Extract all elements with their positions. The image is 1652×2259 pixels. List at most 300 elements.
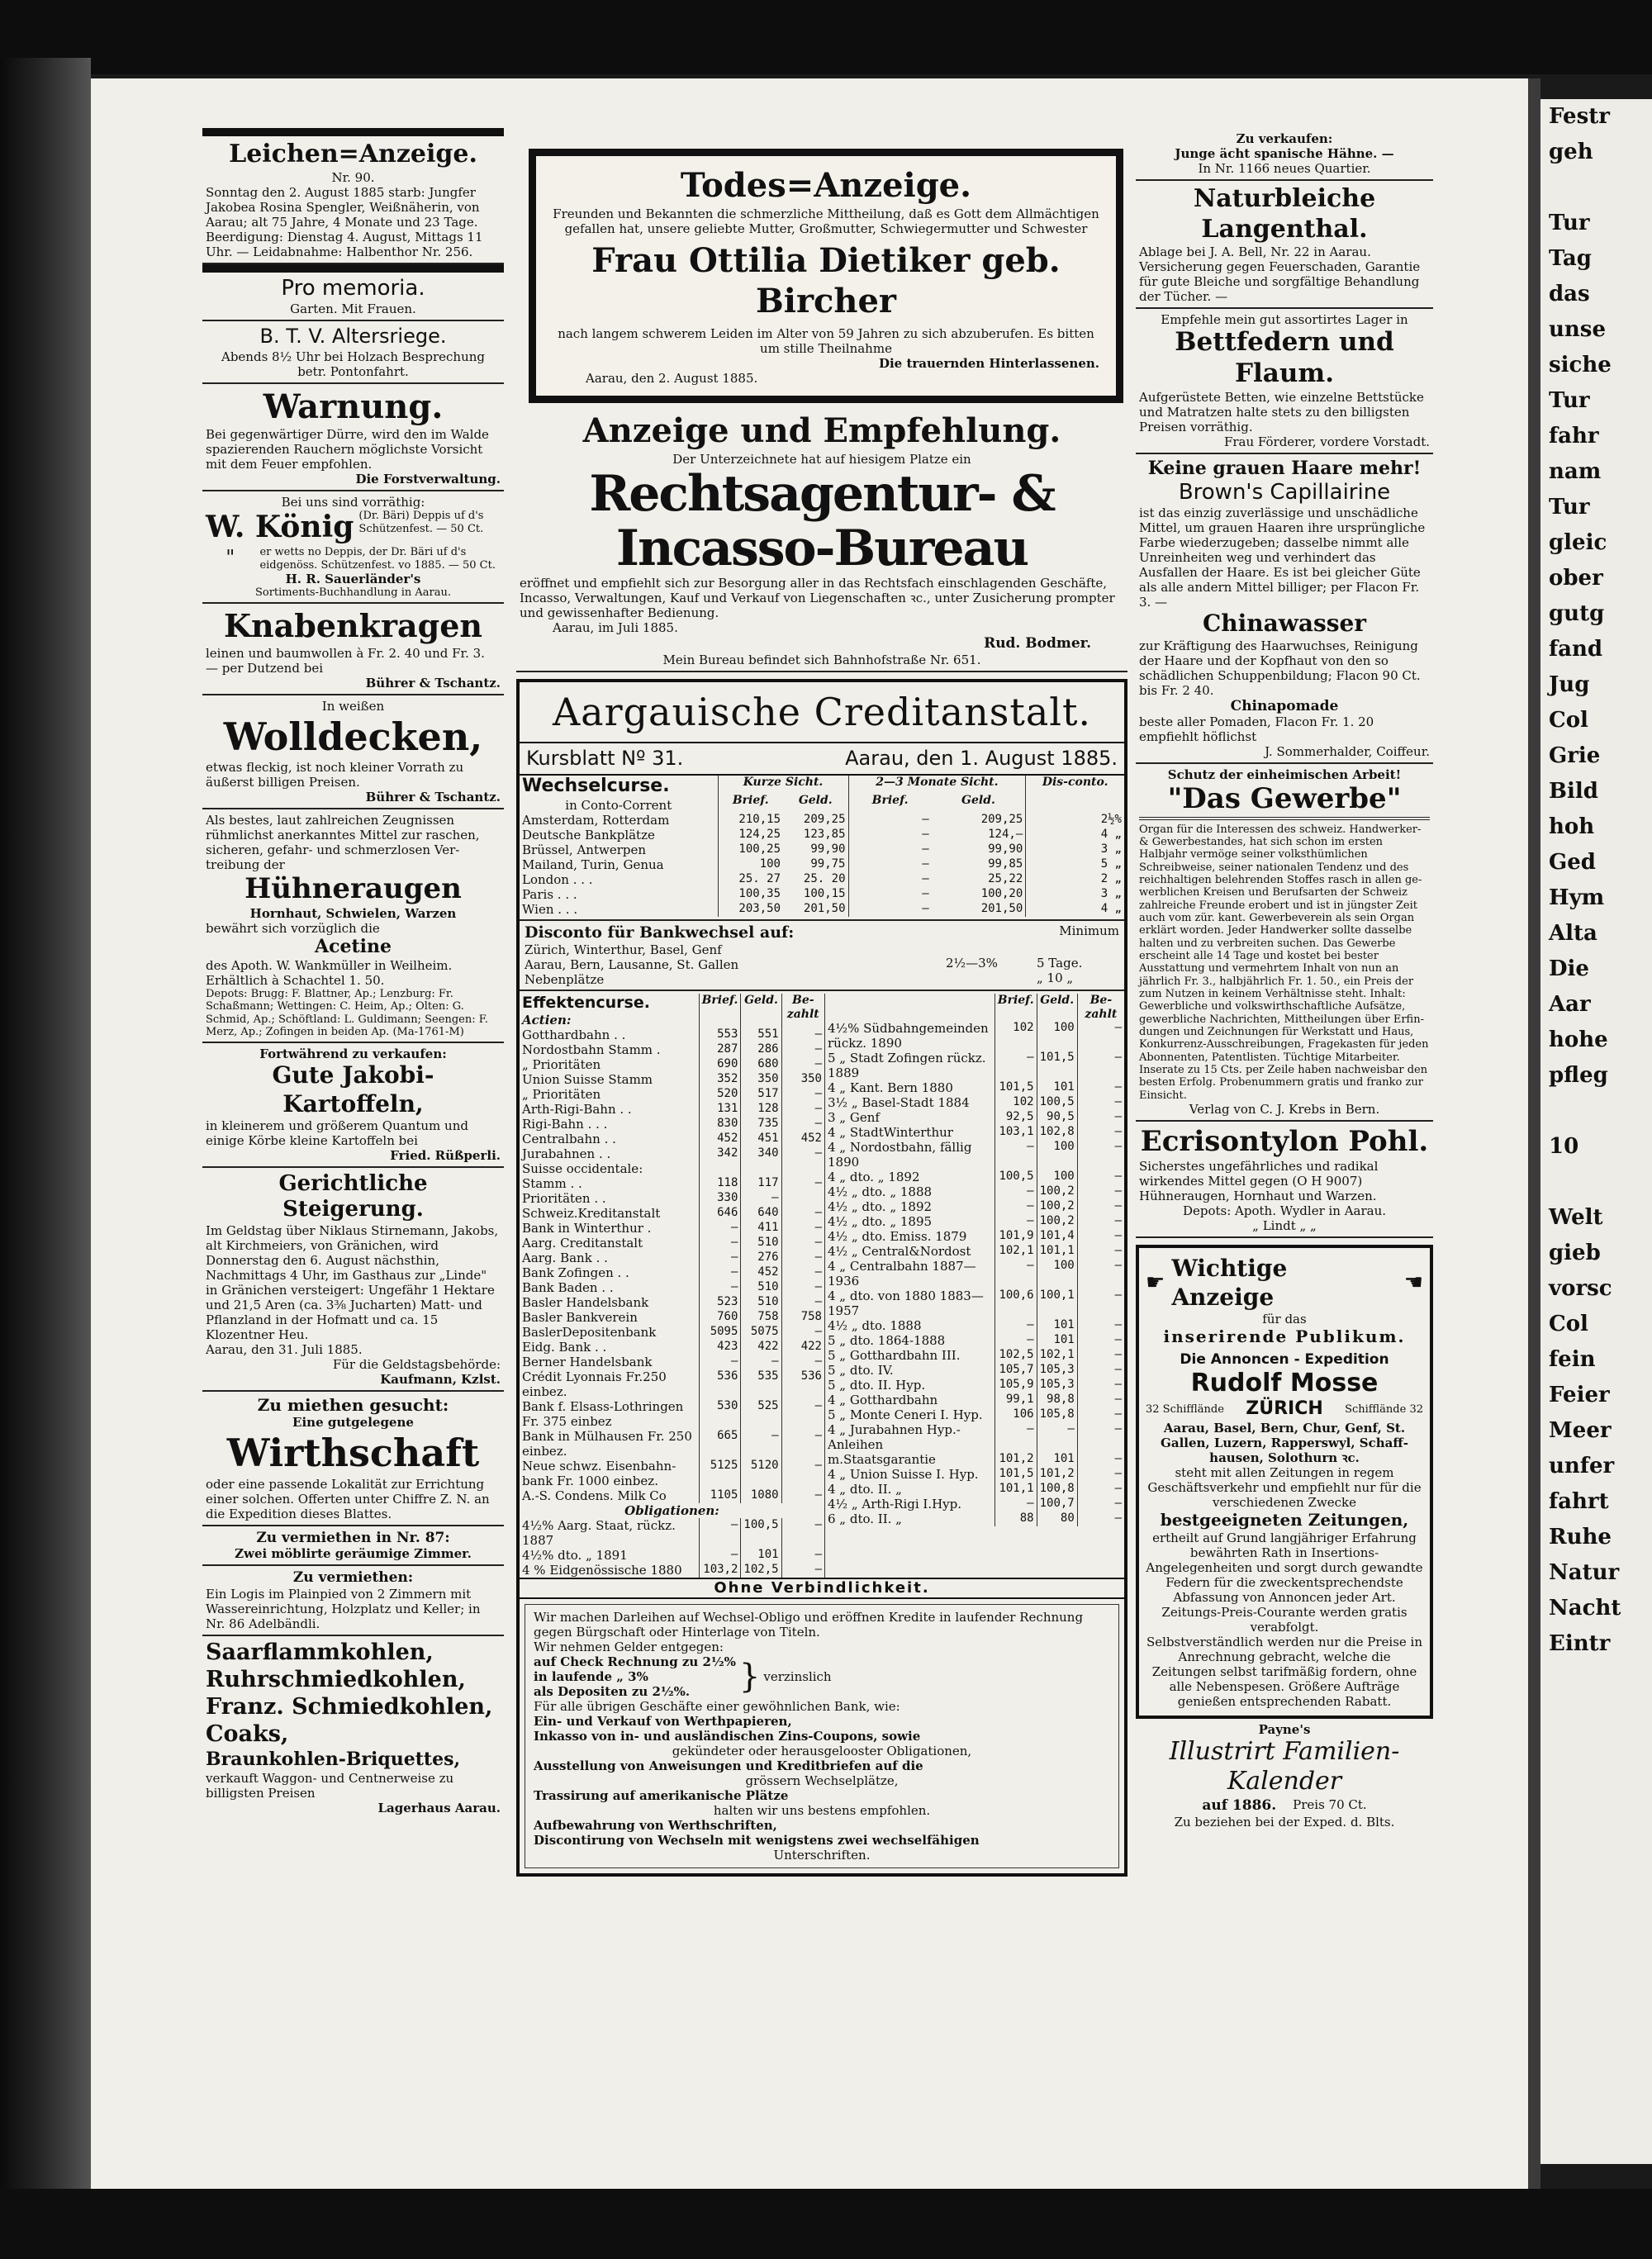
effekt-name: 4 „ Union Suisse I. Hyp.	[828, 1467, 979, 1483]
koenig-name: W. König	[206, 510, 354, 545]
mosse-bold: bestgeeigneten Zeitungen,	[1160, 1510, 1409, 1531]
effekt-brief: 100,6	[995, 1288, 1037, 1318]
effekt-geld: 80	[1037, 1512, 1077, 1526]
effekt-bezahlt: —	[1077, 1184, 1124, 1199]
effekt-bezahlt: —	[1077, 1199, 1124, 1214]
table-row	[520, 1161, 824, 1176]
table-row	[825, 1482, 1124, 1497]
wechsel-table	[520, 776, 1124, 916]
next-page-text: das	[1549, 282, 1590, 306]
effekt-brief: 646	[699, 1206, 741, 1221]
table-row	[520, 1369, 824, 1399]
rule	[202, 128, 504, 136]
table-row	[520, 1429, 824, 1459]
effekt-name: Neue schwz. Eisenbahnbank Fr. 1000 einbez.	[522, 1458, 676, 1488]
wechsel-disconto: 2 „	[1026, 872, 1124, 887]
haare-title: Keine grauen Haare mehr!	[1147, 457, 1422, 479]
effekt-geld: 101	[1037, 1318, 1077, 1333]
next-page-text: fahrt	[1549, 1489, 1609, 1514]
disconto-title: Disconto für Bankwechsel auf:	[525, 923, 795, 942]
wolldecken-pre: In weißen	[321, 698, 385, 714]
effekt-brief: 330	[699, 1191, 741, 1206]
huehner-sub2: bewährt sich vorzüglich die	[206, 921, 380, 937]
effekt-name: BaslerDepositenbank	[522, 1324, 657, 1340]
effekt-geld: 451	[741, 1132, 781, 1146]
wechsel-monate-geld: 100,20	[980, 886, 1023, 900]
effekt-name: 4½ „ Central&Nordost	[828, 1244, 971, 1260]
effekt-bezahlt: —	[781, 1518, 824, 1548]
wirthschaft-text: oder eine passende Lokalität zur Errichtung einer solchen. Offerten unter Chiffre Z. N. an die Expedition dieses Blattes.	[206, 1476, 490, 1521]
effekten-title: Effektencurse.	[522, 993, 650, 1012]
warnung-sign: Die Forstverwaltung.	[355, 472, 501, 487]
table-row	[520, 1295, 824, 1310]
effekt-geld: 102,1	[1037, 1348, 1077, 1363]
wechsel-disconto: 5 „	[1026, 857, 1124, 872]
effekt-bezahlt: —	[1077, 1244, 1124, 1259]
effekt-name: „ Prioritäten	[522, 1086, 601, 1102]
effekt-geld: 100,7	[1037, 1497, 1077, 1512]
effekt-bezahlt: —	[1077, 1363, 1124, 1378]
effekt-brief: 105,7	[995, 1363, 1037, 1378]
effekt-bezahlt: —	[1077, 1393, 1124, 1407]
wechsel-disconto: 3 „	[1026, 887, 1124, 902]
bettfedern-sign: Frau Förderer, vordere Vorstadt.	[1223, 434, 1430, 449]
effekt-geld: 101	[1037, 1452, 1077, 1467]
effekt-name: 4½ „ dto. „ 1895	[828, 1214, 933, 1230]
memoria-sub: Garten. Mit Frauen.	[290, 301, 416, 317]
effekt-brief: 101,1	[995, 1482, 1037, 1497]
next-page-text: nam	[1549, 459, 1602, 484]
ad-langenthal	[1136, 181, 1433, 309]
effekt-brief: —	[699, 1548, 741, 1563]
effekt-brief: 103,2	[699, 1563, 741, 1578]
wechsel-monate-geld: 201,50	[980, 901, 1023, 915]
bureau-date: Aarau, im Juli 1885.	[553, 620, 678, 636]
wechsel-place: Deutsche Bankplätze	[522, 827, 655, 842]
table-row	[520, 1488, 824, 1503]
effekt-brief: 101,2	[995, 1452, 1037, 1467]
wechsel-disconto: 4 „	[1026, 902, 1124, 917]
next-page-text: Grie	[1549, 743, 1601, 768]
effekt-name: 4½% Südbahngemeinden rückz. 1890	[828, 1021, 989, 1051]
effekt-name: Bank in Mülhausen Fr. 250 einbez.	[522, 1428, 692, 1459]
koenig-line1: (Dr. Bäri) Deppis uf d's Schützenfest. — 50 Ct.	[358, 510, 484, 535]
next-page-text: Nacht	[1549, 1596, 1621, 1621]
effekt-bezahlt: —	[1077, 1021, 1124, 1051]
ad-warnung	[202, 384, 504, 492]
effekt-geld: 758	[741, 1310, 781, 1325]
ad-zimmer	[202, 1526, 504, 1567]
kohlen-l4: Coaks,	[206, 1720, 289, 1747]
effekt-bezahlt: —	[1077, 1095, 1124, 1110]
kalender-year: auf 1886.	[1202, 1796, 1277, 1814]
effekt-bezahlt: —	[1077, 1378, 1124, 1393]
wechsel-title: Wechselcurse.	[522, 776, 670, 797]
next-page-text: Ruhe	[1549, 1525, 1612, 1550]
credit-kursblatt	[516, 679, 1127, 1877]
effekt-geld: 117	[741, 1176, 781, 1191]
ad-mosse	[1136, 1245, 1433, 1718]
effekt-geld: 422	[741, 1340, 781, 1355]
effekt-brief: 452	[699, 1132, 741, 1146]
mosse-text3: Zeitungs-Preis-Courante werden gratis verabfolgt.	[1161, 1604, 1408, 1635]
effekt-brief: 690	[699, 1057, 741, 1072]
effekt-name: Bank in Winterthur .	[522, 1220, 652, 1236]
effekt-bezahlt: —	[1077, 1512, 1124, 1526]
table-row	[520, 1280, 824, 1295]
table-row	[825, 1125, 1124, 1140]
credit-kurs: Kursblatt Nº 31.	[526, 747, 684, 771]
table-row	[520, 1027, 824, 1042]
effekt-name: 4 „ Kant. Bern 1880	[828, 1080, 953, 1096]
bank-check: auf Check Rechnung zu 2½%	[534, 1654, 736, 1669]
gewerbe-text: Organ für die Interessen des schweiz. Handwerker- & Gewerbestandes, hat sich schon im ersten Halbjahr vermöge seiner volksthümlichen Schreibweise, seiner nationalen Tendenz und des reichhaltigen belehrenden Stoffes rasch in allen gewerblichen Kreisen und Berufsarten der Schweiz zahlreiche Freunde erobert und ist in jüngster Zeit auch vom zür. kant. Gewerbeverein als sein Organ erklärt worden. Jeder Handwerker sollte dasselbe halten und zu verbreiten suchen. Das Gewerbe erscheint alle 14 Tage und kostet bei bester Ausstattung und vermehrtem Inhalt von nun an jährlich Fr. 3., halbjährlich Fr. 1. 50., ein Preis der zum Nutzen in keinem Verhältnisse steht. Inhalt: Gewerbliche und volkswirthschaftliche Aufsätze, gewerbliche Nachrichten, Mittheilungen über Erfindungen und Zeichnungen für Werkstatt und Haus, Konkurrenz-Ausschreibungen, Fragekasten für jeden Abonnenten, Patentlisten. Tüchtige Mitarbeiter. Inserate zu 15 Cts. per Zeile haben nachweisbar den besten Erfolg. Probenummern gratis und franko zur Einsicht.	[1139, 823, 1429, 1102]
effekt-name: Crédit Lyonnais Fr.250 einbez.	[522, 1369, 667, 1399]
wechsel-kurz-geld: 201,50	[803, 901, 846, 915]
effekt-name: Suisse occidentale:	[522, 1160, 643, 1176]
kalender-text: Zu beziehen bei der Exped. d. Blts.	[1174, 1814, 1395, 1830]
wechsel-kurz-geld: 100,15	[803, 886, 846, 900]
effekt-bezahlt: —	[781, 1295, 824, 1310]
effekt-brief: 100,5	[995, 1170, 1037, 1184]
mosse-text4: Selbstverständlich werden nur die Preise in Anrechnung gebracht, welche die Zeitungen selbst tarifmäßig fordern, ohne alle Nebenspesen. Größere Aufträge genießen entsprechenden Rabatt.	[1146, 1634, 1422, 1709]
btv-title: B. T. V. Altersriege.	[259, 325, 447, 349]
mosse-city: ZÜRICH	[1246, 1398, 1323, 1420]
effekt-bezahlt: —	[781, 1146, 824, 1161]
effekt-geld: 100,1	[1037, 1288, 1077, 1318]
bank-trassirung: Trassirung auf amerikanische Plätze	[534, 1787, 789, 1803]
haehne-pre: Zu verkaufen:	[1236, 131, 1333, 146]
effekt-geld: 100,2	[1037, 1214, 1077, 1229]
wechsel-monate-geld: 124,—	[988, 827, 1023, 841]
table-row	[825, 1497, 1124, 1512]
table-row	[825, 1021, 1124, 1051]
effekt-bezahlt: —	[1077, 1259, 1124, 1288]
effekt-bezahlt: —	[781, 1548, 824, 1563]
table-row	[825, 1199, 1124, 1214]
kohlen-text: verkauft Waggon- und Centnerweise zu billigsten Preisen	[206, 1770, 454, 1801]
effekt-brief: 103,1	[995, 1125, 1037, 1140]
effekt-geld: 105,3	[1037, 1363, 1077, 1378]
effekt-brief: 118	[699, 1176, 741, 1191]
bank-inkasso: Inkasso von in- und ausländischen Zins-Coupons, sowie	[534, 1728, 921, 1744]
next-page-fragment	[1540, 99, 1652, 2164]
effekt-name: Centralbahn . .	[522, 1131, 616, 1146]
bank-intro: Wir machen Darleihen auf Wechsel-Obligo und eröffnen Kredite in laufender Rechnung gegen Bürgschaft oder Hinterlage von Titeln.	[534, 1609, 1084, 1640]
zimmer-title: Zu vermiethen in Nr. 87:	[256, 1529, 450, 1546]
kragen-sign: Bührer & Tschantz.	[365, 675, 501, 691]
effekt-bezahlt: —	[781, 1236, 824, 1251]
effekt-bezahlt: —	[1077, 1497, 1124, 1512]
effekt-geld: 128	[741, 1102, 781, 1117]
bureau-sign: Rud. Bodmer.	[984, 635, 1091, 653]
next-page-text: 10	[1549, 1134, 1579, 1159]
effekt-geld: —	[741, 1355, 781, 1369]
table-row	[520, 902, 1124, 917]
mosse-text2: ertheilt auf Grund langjähriger Erfahrung bewährten Rath in Insertions-Angelegenheiten und sorgt durch gewandte Federn für die zweckentsprechendste Abfassung von Annoncen jeder Art.	[1146, 1530, 1423, 1605]
effekt-geld: 101	[1037, 1080, 1077, 1095]
ad-gewerbe	[1136, 764, 1433, 1122]
credit-title: Aargauische Creditanstalt.	[520, 682, 1124, 743]
kartoffeln-text: in kleinerem und größerem Quantum und einige Körbe kleine Kartoffeln bei	[206, 1118, 468, 1148]
ad-kragen	[202, 604, 504, 695]
wechsel-kurz-brief: 203,50	[718, 902, 783, 917]
effekt-geld: 525	[741, 1399, 781, 1429]
wechsel-monate-brief: —	[848, 828, 932, 842]
next-page-text: Alta	[1549, 921, 1597, 946]
bettfedern-text: Aufgerüstete Betten, wie einzelne Bettstücke und Matratzen halte stets zu den billigsten Preisen vorräthig.	[1139, 389, 1424, 434]
wechsel-kurz-brief: 25. 27	[718, 872, 783, 887]
table-row	[825, 1318, 1124, 1333]
effekt-brief: —	[995, 1259, 1037, 1288]
effekt-brief: 5125	[699, 1459, 741, 1488]
scan-bottom-edge	[0, 2189, 1652, 2259]
wechsel-monate-geld: 209,25	[980, 812, 1023, 826]
effekt-bezahlt: —	[781, 1459, 824, 1488]
effekt-geld	[741, 1161, 781, 1176]
effekt-bezahlt: —	[781, 1102, 824, 1117]
effekt-geld: 100	[1037, 1170, 1077, 1184]
effekt-bezahlt: —	[781, 1042, 824, 1057]
bank-gekuendet: gekündeter oder herausgelooster Obligationen,	[672, 1743, 972, 1758]
kalender-price: Preis 70 Ct.	[1293, 1796, 1367, 1812]
disc-line2: Aarau, Bern, Lausanne, St. Gallen	[525, 956, 739, 972]
effekt-brief: 102,5	[995, 1348, 1037, 1363]
table-row	[825, 1095, 1124, 1110]
mosse-sub2: inserirende Publikum.	[1163, 1326, 1406, 1346]
effekt-name: 4 „ Gotthardbahn	[828, 1393, 938, 1408]
effekt-bezahlt: —	[1077, 1110, 1124, 1125]
effekt-geld: 517	[741, 1087, 781, 1102]
effekt-name: Aarg. Creditanstalt	[522, 1235, 643, 1251]
table-row	[825, 1140, 1124, 1170]
effekt-name: Berner Handelsbank	[522, 1354, 653, 1369]
effekt-geld: 101	[741, 1548, 781, 1563]
table-row	[520, 1563, 824, 1578]
effekt-geld: 1080	[741, 1488, 781, 1503]
next-page-text: vorsc	[1549, 1276, 1612, 1301]
table-row	[825, 1288, 1124, 1318]
table-row	[825, 1407, 1124, 1422]
effekt-bezahlt: —	[1077, 1422, 1124, 1452]
effekt-name: Union Suisse Stamm	[522, 1071, 653, 1087]
ad-kartoffeln	[202, 1043, 504, 1167]
pohl-title: Ecrisontylon Pohl.	[1140, 1124, 1429, 1158]
effekt-geld: 101,5	[1037, 1051, 1077, 1080]
effekt-brief: 102	[995, 1095, 1037, 1110]
table-row	[825, 1333, 1124, 1348]
effekt-bezahlt: —	[1077, 1080, 1124, 1095]
effekt-brief: 101,5	[995, 1467, 1037, 1482]
effekt-name: 3½ „ Basel-Stadt 1884	[828, 1095, 970, 1111]
bureau-title: Anzeige und Empfehlung.	[582, 411, 1061, 451]
effekt-name: 4½% dto. „ 1891	[522, 1547, 628, 1563]
effekt-geld: 510	[741, 1280, 781, 1295]
next-page-text: pfleg	[1549, 1063, 1608, 1088]
mosse-sub1: für das	[1262, 1311, 1307, 1326]
next-page-text: Die	[1549, 956, 1589, 981]
next-page-text: Eintr	[1549, 1631, 1611, 1656]
effekt-geld: —	[741, 1429, 781, 1459]
effekt-name: Arth-Rigi-Bahn . .	[522, 1101, 632, 1117]
bettfedern-intro: Empfehle mein gut assortirtes Lager in	[1161, 312, 1408, 328]
mosse-city-right: Schifflände 32	[1345, 1403, 1423, 1417]
effekt-geld: 100,5	[741, 1518, 781, 1548]
ad-todes	[529, 149, 1123, 403]
kartoffeln-title: Gute Jakobi-Kartoffeln,	[272, 1061, 434, 1118]
effekt-brief: —	[995, 1497, 1037, 1512]
table-row	[520, 1146, 824, 1161]
kartoffeln-pre: Fortwährend zu verkaufen:	[259, 1046, 447, 1062]
effekt-brief: —	[995, 1051, 1037, 1080]
kalender-title: Illustrirt Familien-Kalender	[1169, 1736, 1400, 1796]
effekt-name: Bank f. Elsass-Lothringen Fr. 375 einbez	[522, 1398, 684, 1429]
next-page-text: hoh	[1549, 814, 1595, 839]
effekt-brief: 665	[699, 1429, 741, 1459]
effekt-brief: 101,5	[995, 1080, 1037, 1095]
effekt-bezahlt: —	[1077, 1467, 1124, 1482]
effekt-brief: 92,5	[995, 1110, 1037, 1125]
table-row	[520, 842, 1124, 857]
next-page-text: Feier	[1549, 1383, 1610, 1407]
effekt-name: 4 „ StadtWinterthur	[828, 1125, 953, 1141]
table-row	[825, 1170, 1124, 1184]
langenthal-text: Ablage bei J. A. Bell, Nr. 22 in Aarau. Versicherung gegen Feuerschaden, Garantie für gute Bleiche und sorgfältige Behandlung der Tücher. —	[1139, 244, 1421, 305]
bank-halten: halten wir uns bestens empfohlen.	[713, 1802, 931, 1818]
effekt-name: 5 „ dto. IV.	[828, 1363, 894, 1379]
effekt-bezahlt: —	[781, 1027, 824, 1042]
eff-hdr-geld-r: Geld.	[1037, 994, 1077, 1022]
pohl-depot: Depots: Apoth. Wydler in Aarau.	[1182, 1203, 1387, 1219]
hdr-brief: Brief.	[718, 794, 783, 812]
china-text: zur Kräftigung des Haarwuchses, Reinigung der Haare und der Kopfhaut von den so schädlichen Schuppenbildung; Flacon 90 Ct. bis Fr. 2 40.	[1139, 638, 1421, 698]
effekt-name: 4½% Aarg. Staat, rückz. 1887	[522, 1517, 676, 1548]
effekt-name: 4½ „ dto. „ 1892	[828, 1199, 933, 1215]
ad-wolldecken	[202, 695, 504, 809]
effekt-name: 3 „ Genf	[828, 1110, 880, 1126]
table-row	[825, 1259, 1124, 1288]
effekt-bezahlt: —	[1077, 1288, 1124, 1318]
kragen-text: leinen und baumwollen à Fr. 2. 40 und Fr. 3. — per Dutzend bei	[206, 645, 485, 676]
effekt-bezahlt	[781, 1191, 824, 1206]
wechsel-place: Brüssel, Antwerpen	[522, 842, 647, 857]
todes-date: Aarau, den 2. August 1885.	[586, 371, 758, 387]
steigerung-sign2: Kaufmann, Kzlst.	[380, 1372, 501, 1388]
ad-koenig	[202, 491, 504, 604]
effekt-brief: 1105	[699, 1488, 741, 1503]
ad-btv	[202, 321, 504, 383]
effekt-name: 4 „ dto. II. „	[828, 1482, 902, 1497]
effekt-bezahlt: —	[1077, 1170, 1124, 1184]
effekt-brief: 101,9	[995, 1229, 1037, 1244]
memoria-title: Pro memoria.	[281, 275, 425, 301]
koenig-line2: er wetts no Deppis, der Dr. Bäri uf d's eidgenöss. Schützenfest. vo 1885. — 50 Ct.	[259, 546, 496, 572]
disc-line3: Nebenplätze	[525, 971, 605, 987]
table-row	[520, 1459, 824, 1488]
wirthschaft-pre: Zu miethen gesucht:	[257, 1395, 449, 1416]
next-page-text	[1540, 1094, 1652, 1129]
effekt-name: 4½ „ dto. „ 1888	[828, 1184, 933, 1200]
eff-hdr-bezahlt-r: Be-zahlt	[1077, 994, 1124, 1022]
table-row	[520, 1310, 824, 1325]
table-row	[520, 1340, 824, 1355]
effekt-brief: —	[699, 1236, 741, 1251]
effekt-brief: —	[995, 1318, 1037, 1333]
table-row	[825, 1214, 1124, 1229]
effekt-brief: 5095	[699, 1325, 741, 1340]
effekt-geld: 101,1	[1037, 1244, 1077, 1259]
wechsel-kurz-brief: 100,25	[718, 842, 783, 857]
effekt-bezahlt: —	[1077, 1125, 1124, 1140]
effekt-brief: 536	[699, 1369, 741, 1399]
table-row	[520, 1117, 824, 1132]
effekt-geld: 101,4	[1037, 1229, 1077, 1244]
effekt-bezahlt: 452	[781, 1132, 824, 1146]
wechsel-disconto: 3 „	[1026, 842, 1124, 857]
ad-bureau	[516, 408, 1127, 672]
wechsel-disconto: 2½%	[1026, 813, 1124, 828]
wechsel-kurz-brief: 124,25	[718, 828, 783, 842]
table-row	[520, 1132, 824, 1146]
bureau-addr: Mein Bureau befindet sich Bahnhofstraße Nr. 651.	[662, 652, 981, 667]
table-row	[520, 1102, 824, 1117]
next-page-text: siche	[1549, 353, 1612, 377]
effekt-bezahlt: —	[1077, 1318, 1124, 1333]
table-row	[825, 1378, 1124, 1393]
ad-leichen	[202, 136, 504, 264]
effekt-name: Jurabahnen . .	[522, 1146, 611, 1161]
table-row	[825, 1184, 1124, 1199]
mosse-exp: Die Annoncen - Expedition	[1180, 1351, 1389, 1369]
table-row	[520, 1087, 824, 1102]
effekt-geld: 100	[1037, 1021, 1077, 1051]
effekt-brief	[699, 1161, 741, 1176]
steigerung-date: Aarau, den 31. Juli 1885.	[206, 1342, 363, 1358]
table-row	[520, 1042, 824, 1057]
leichen-burial: Beerdigung: Dienstag 4. August, Mittags 11 Uhr. — Leidabnahme: Halbenthor Nr. 256.	[206, 229, 483, 259]
table-row	[825, 1110, 1124, 1125]
eff-hdr-bezahlt: Be-zahlt	[781, 994, 824, 1027]
ad-haehne	[1136, 128, 1433, 181]
ad-memoria	[202, 273, 504, 322]
effekt-geld: 350	[741, 1072, 781, 1087]
hdr-monate: 2—3 Monate Sicht.	[848, 776, 1026, 794]
langenthal-title: Naturbleiche Langenthal.	[1193, 184, 1376, 244]
next-page-text: gleic	[1549, 530, 1607, 555]
next-page-text: unfer	[1549, 1454, 1615, 1478]
table-row	[520, 1265, 824, 1280]
effekt-brief: —	[995, 1184, 1037, 1199]
effekt-geld: 105,8	[1037, 1407, 1077, 1422]
effekt-geld: 100,8	[1037, 1482, 1077, 1497]
effekt-geld: 452	[741, 1265, 781, 1280]
haare-text: ist das einzig zuverlässige und unschädliche Mittel, um grauen Haaren ihre ursprüngliche Farbe wiederzugeben; dasselbe nimmt alle Unreinheiten weg und verhindert das Ausfallen der Haare. Es ist bei gleicher Güte als alle andern Mittel billiger; per Flacon Fr. 3. —	[1139, 505, 1426, 610]
disc-rate: 2½—3%	[946, 955, 998, 971]
effekt-brief: 520	[699, 1087, 741, 1102]
ad-haare	[1136, 454, 1433, 764]
table-row	[520, 1191, 824, 1206]
effekt-name: Nordostbahn Stamm .	[522, 1042, 661, 1057]
leichen-text: Sonntag den 2. August 1885 starb: Jungfer Jakobea Rosina Spengler, Weißnäherin, von Aarau; alt 75 Jahre, 4 Monate und 23 Tage.	[206, 184, 480, 230]
hdr-geld-2: Geld.	[961, 794, 995, 808]
effekt-bezahlt: —	[781, 1265, 824, 1280]
effekt-geld: 5075	[741, 1325, 781, 1340]
effekt-geld: 340	[741, 1146, 781, 1161]
table-row	[520, 1072, 824, 1087]
bureau-intro: Der Unterzeichnete hat auf hiesigem Platze ein	[672, 452, 971, 467]
effekt-brief: 105,9	[995, 1378, 1037, 1393]
kohlen-l3: Franz. Schmiedkohlen,	[206, 1693, 493, 1720]
